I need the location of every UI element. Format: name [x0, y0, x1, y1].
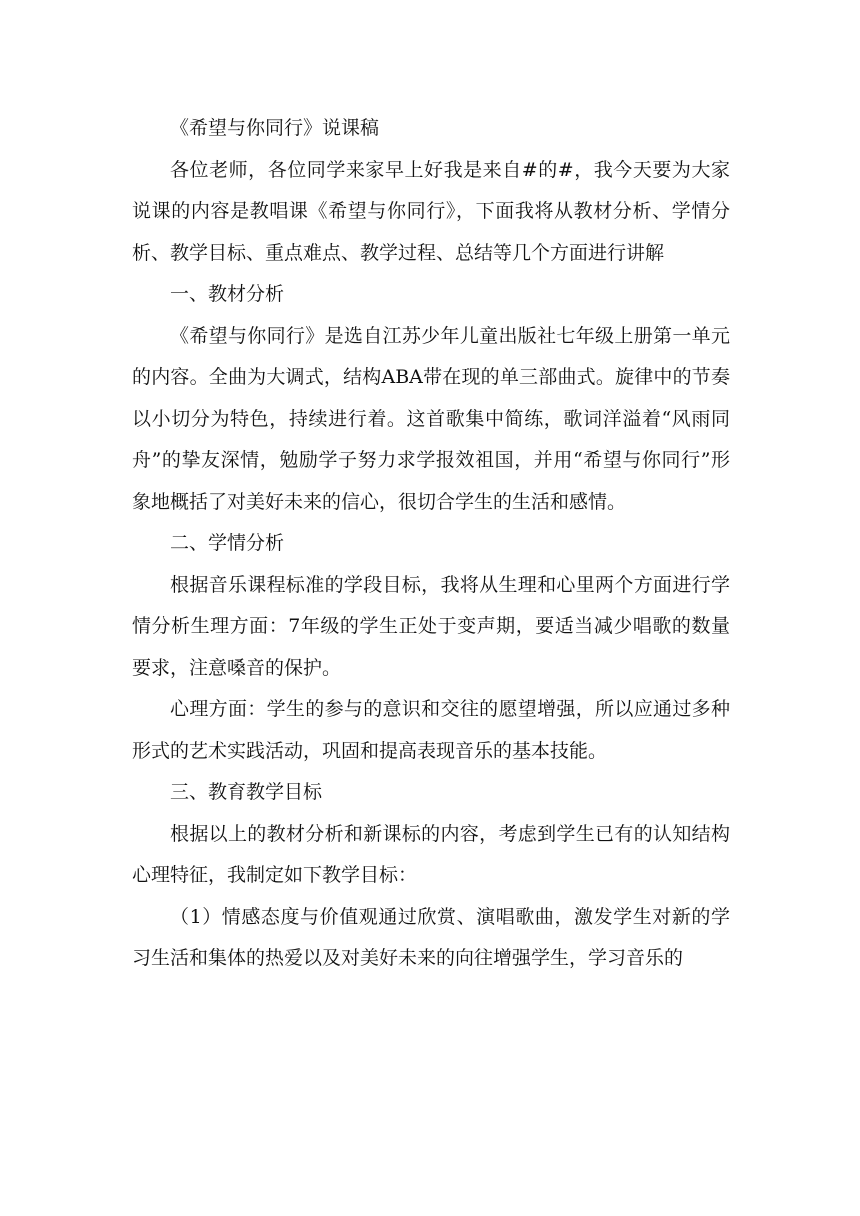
document-title: 《希望与你同行》说课稿 — [170, 117, 380, 139]
section-heading-goals: 三、教育教学目标 — [170, 781, 323, 803]
students-physiology-paragraph: 根据音乐课程标准的学段目标，我将从生理和心里两个方面进行学情分析生理方面：7年级的学生正处于变声期，要适当减少唱歌的数量要求，注意嗓音的保护。 — [132, 573, 730, 679]
document-body — [132, 108, 730, 980]
students-psychology-paragraph: 心理方面：学生的参与的意识和交往的愿望增强，所以应通过多种形式的艺术实践活动，巩固和提高表现音乐的基本技能。 — [132, 698, 730, 762]
goal-item-1: （1）情感态度与价值观通过欣赏、演唱歌曲，激发学生对新的学习生活和集体的热爱以及对美好未来的向往增强学生，学习音乐的 — [132, 905, 730, 969]
goals-intro-paragraph: 根据以上的教材分析和新课标的内容，考虑到学生已有的认知结构心理特征，我制定如下教学目标： — [132, 822, 730, 886]
intro-paragraph: 各位老师，各位同学来家早上好我是来自#的#，我今天要为大家说课的内容是教唱课《希望与你同行》，下面我将从教材分析、学情分析、教学目标、重点难点、教学过程、总结等几个方面进行讲解 — [132, 158, 730, 264]
section-heading-students: 二、学情分析 — [170, 532, 285, 554]
materials-paragraph: 《希望与你同行》是选自江苏少年儿童出版社七年级上册第一单元的内容。全曲为大调式，结构ABA带在现的单三部曲式。旋律中的节奏以小切分为特色，持续进行着。这首歌集中简练，歌词洋溢着“风雨同舟”的挚友深情，勉励学子努力求学报效祖国，并用“希望与你同行”形象地概括了对美好未来的信心，很切合学生的生活和感情。 — [132, 324, 730, 513]
section-heading-materials: 一、教材分析 — [170, 283, 285, 305]
